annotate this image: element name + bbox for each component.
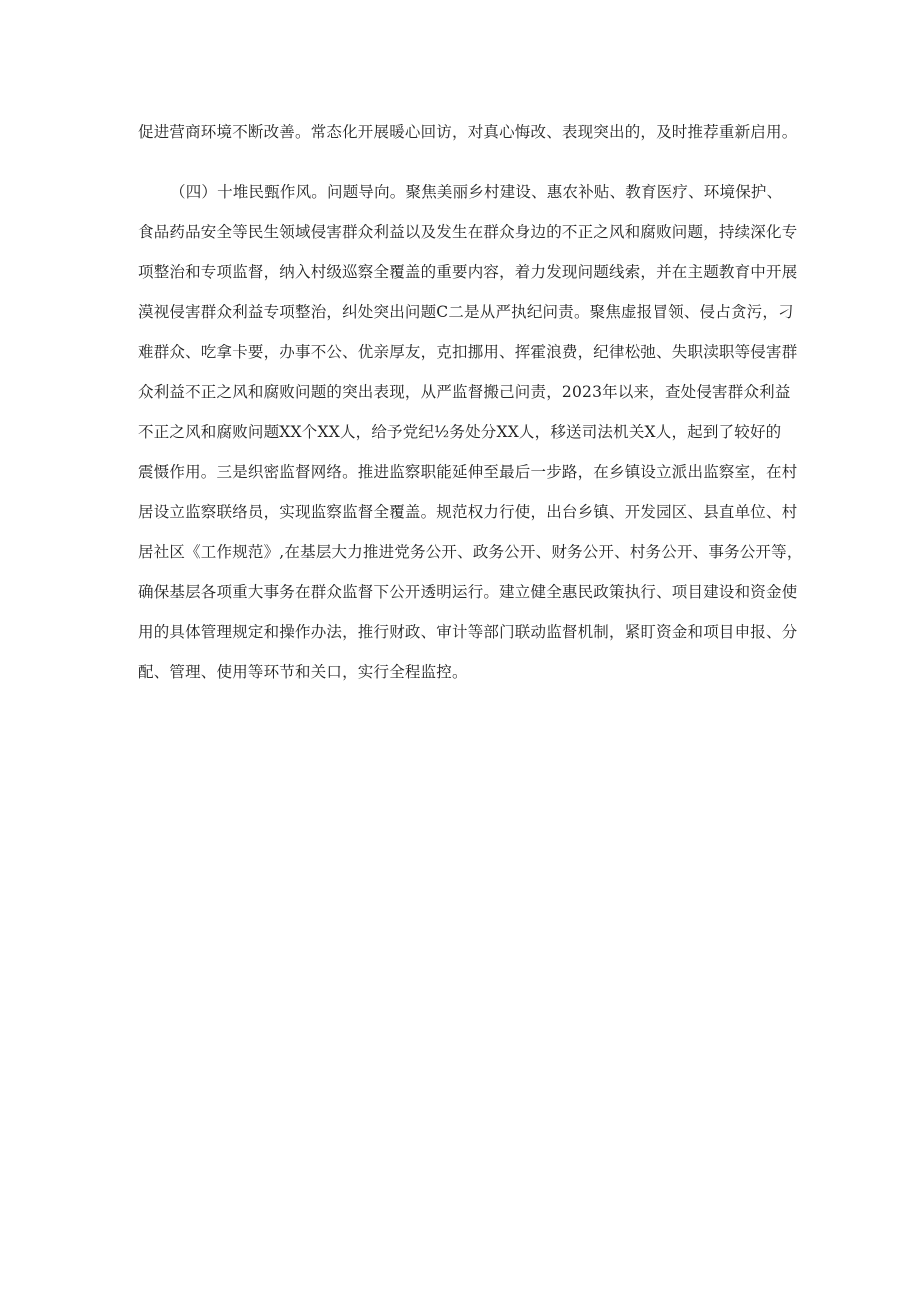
paragraph-2-line-8: 震慑作用。三是织密监督网络。推进监察职能延伸至最后一步路，在乡镇设立派出监察室，在村 [138,463,798,481]
paragraph-2-line-9: 居设立监察联络员，实现监察监督全覆盖。规范权力行使，出台乡镇、开发园区、县直单位、村 [138,503,798,521]
paragraph-2-line-2: 食品药品安全等民生领域侵害群众利益以及发生在群众身边的不正之风和腐败问题，持续深化专 [138,223,798,241]
paragraph-2-line-12: 用的具体管理规定和操作办法，推行财政、审计等部门联动监督机制，紧盯资金和项目申报、分 [138,623,798,641]
paragraph-2-line-1: （四）十堆民甄作风。问题导向。聚焦美丽乡村建设、惠农补贴、教育医疗、环境保护、 [170,183,783,201]
paragraph-2-line-3: 项整治和专项监督，纳入村级巡察全覆盖的重要内容，着力发现问题线索，并在主题教育中开展 [138,263,798,281]
paragraph-2-line-4: 漠视侵害群众利益专项整治，纠处突出问题C二是从严执纪问责。聚焦虚报冒领、侵占贪污，刁 [138,303,794,321]
paragraph-2-line-10: 居社区《工作规范》,在基层大力推进党务公开、政务公开、财务公开、村务公开、事务公开等， [138,543,803,561]
paragraph-2-line-7: 不正之风和腐败问题XX个XX人，给予党纪½务处分XX人，移送司法机关X人，起到了较好的 [138,423,782,441]
paragraph-2-line-6: 众利益不正之风和腐败问题的突出表现，从严监督搬己问责，2023年以来，查处侵害群众利益 [138,383,791,401]
paragraph-2-line-13: 配、管理、使用等环节和关口，实行全程监控。 [138,663,468,681]
paragraph-1-line-1: 促进营商环境不断改善。常态化开展暖心回访，对真心悔改、表现突出的，及时推荐重新启用。 [138,123,798,141]
paragraph-2-line-11: 确保基层各项重大事务在群众监督下公开透明运行。建立健全惠民政策执行、项目建设和资金使 [138,583,798,601]
paragraph-2-line-5: 难群众、吃拿卡要，办事不公、优亲厚友，克扣挪用、挥霍浪费，纪律松弛、失职渎职等侵害群 [138,343,798,361]
